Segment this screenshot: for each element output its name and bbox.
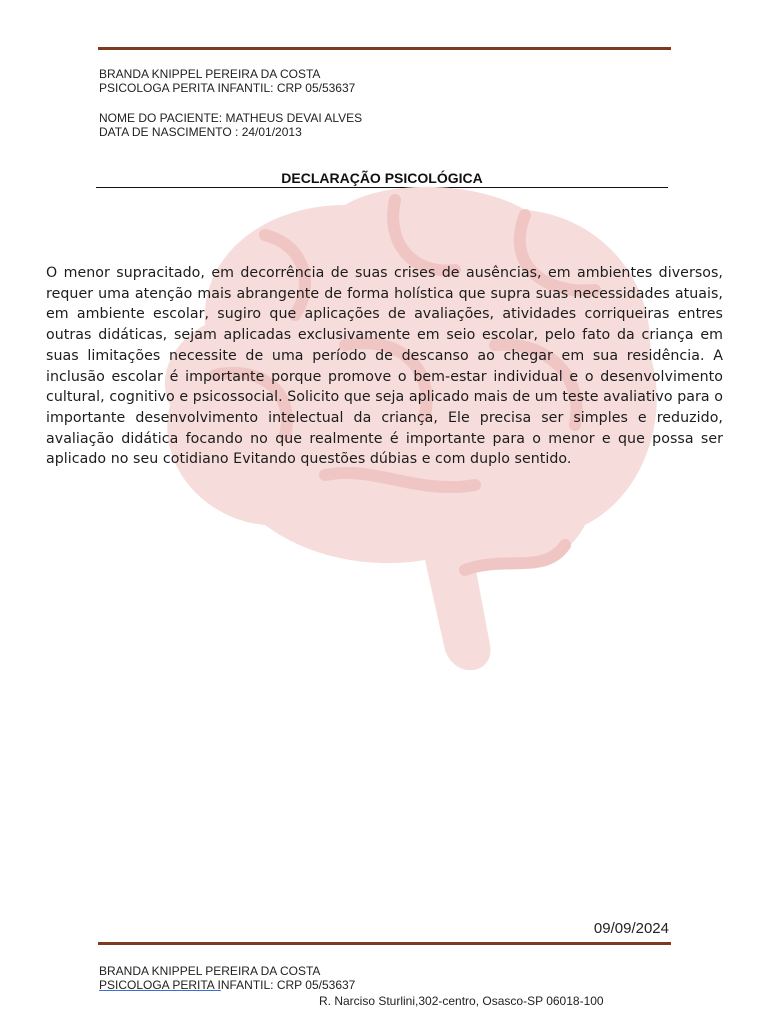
header-rule	[98, 47, 671, 50]
header-professional-name: BRANDA KNIPPEL PEREIRA DA COSTA	[99, 67, 321, 81]
patient-birth-date: DATA DE NASCIMENTO : 24/01/2013	[99, 125, 302, 139]
declaration-body: O menor supracitado, em decorrência de suas crises de ausências, em ambientes diversos, requer uma atenção mais abrangente de forma holística que supra suas necessidades atuais, em ambiente escolar, sugiro que aplicações de avaliações, atividades corriqueiras entres outras didáticas, sejam aplicadas exclusivamente em seio escolar, pelo fato da criança em suas limitações necessite de uma período de descanso ao chegar em sua residência. A inclusão escolar é importante porque promove o bem-estar individual e o desenvolvimento cultural, cognitivo e psicossocial. Solicito que seja aplicado mais de um teste avaliativo para o importante desenvolvimento intelectual da criança, Ele precisa ser simples e reduzido, avaliação didática focando no que realmente é importante para o menor e que possa ser aplicado no seu cotidiano Evitando questões dúbias e com duplo sentido.	[46, 265, 723, 468]
footer-professional	[99, 964, 355, 992]
document-title: DECLARAÇÃO PSICOLÓGICA	[96, 169, 668, 188]
header-professional	[99, 67, 355, 95]
header-professional-title: PSICOLOGA PERITA INFANTIL: CRP 05/53637	[99, 81, 356, 95]
footer-title-underlined: PSICOLOGA PERITA I	[99, 978, 221, 992]
header-patient	[99, 111, 362, 139]
footer-professional-name: BRANDA KNIPPEL PEREIRA DA COSTA	[99, 964, 321, 978]
footer-address: R. Narciso Sturlini,302-centro, Osasco-SP 06018-100	[319, 994, 604, 1008]
footer-professional-title	[99, 978, 355, 992]
patient-name: NOME DO PACIENTE: MATHEUS DEVAI ALVES	[99, 111, 363, 125]
footer-rule	[98, 942, 671, 945]
declaration-date: 09/09/2024	[593, 920, 669, 937]
footer-title-rest: NFANTIL: CRP 05/53637	[220, 978, 356, 992]
